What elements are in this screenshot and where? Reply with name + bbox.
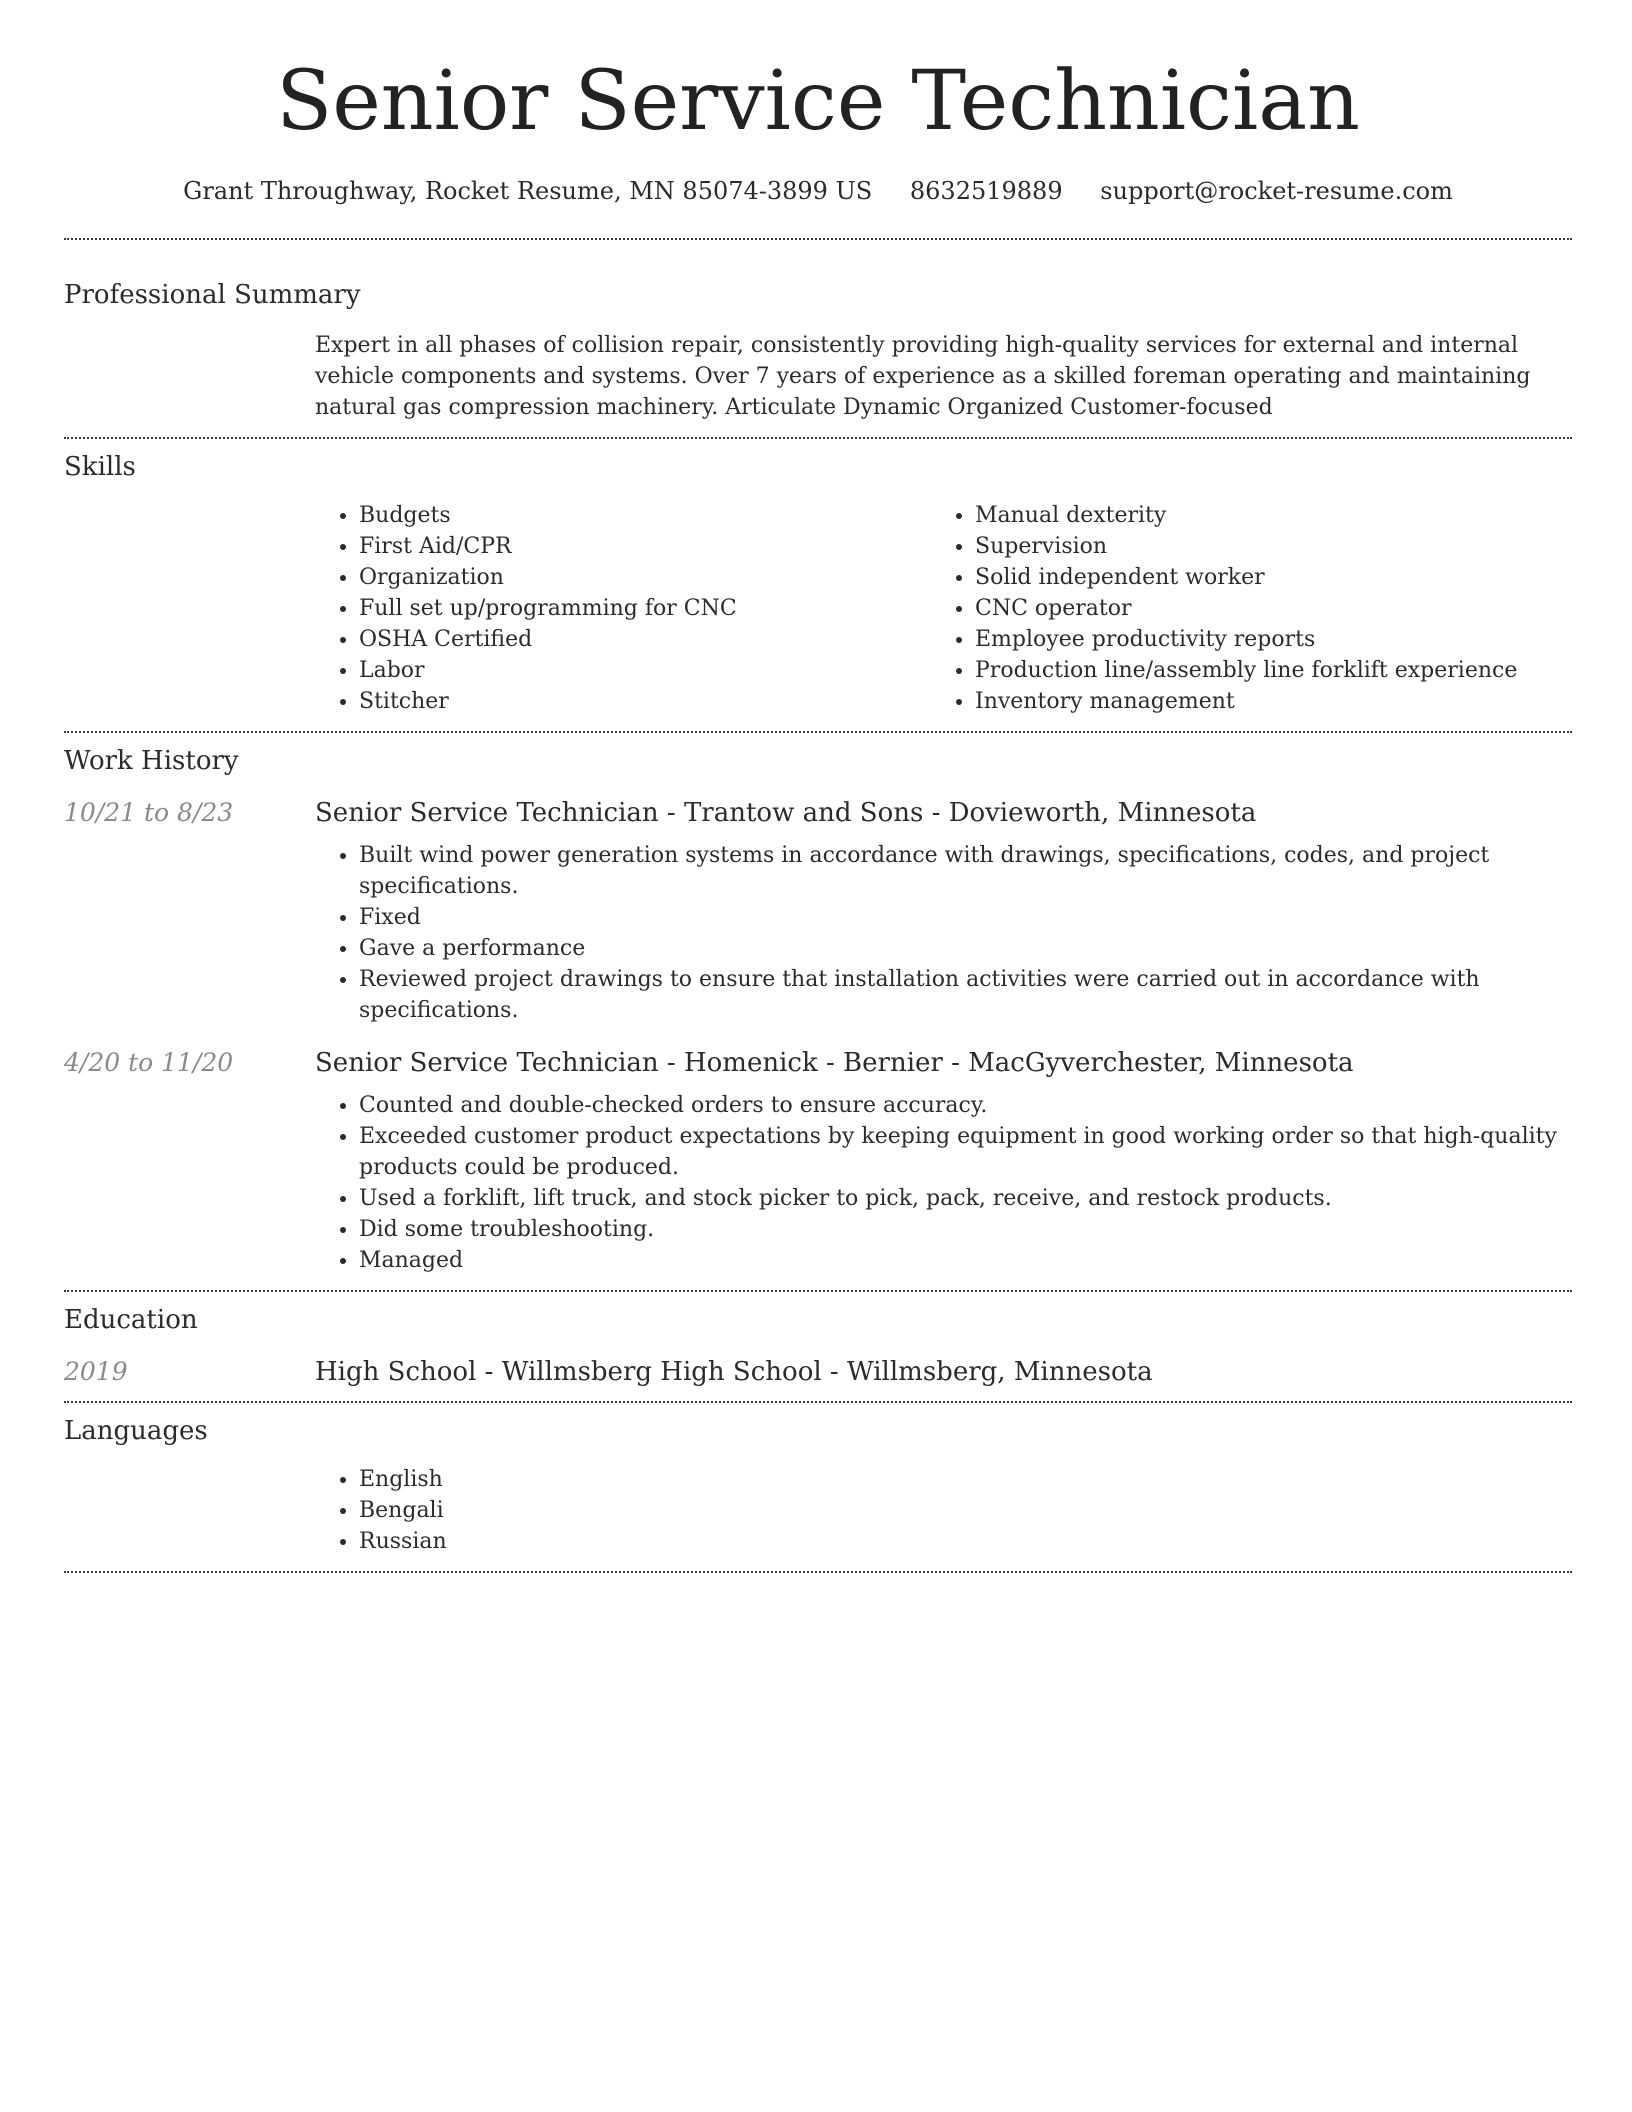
- skill-item: • Budgets: [359, 500, 931, 531]
- languages-wrap: [315, 1464, 1572, 1557]
- language-item: • Russian: [359, 1526, 1572, 1557]
- skills-list-right: [931, 500, 1571, 717]
- job-header: [64, 1048, 1572, 1078]
- job-bullet: • Exceeded customer product expectations by keeping equipment in good working order so that high-quality products could be produced.: [359, 1121, 1572, 1183]
- divider: [64, 238, 1572, 240]
- contact-phone: 8632519889: [909, 177, 1063, 205]
- job-title: Senior Service Technician - Homenick - Bernier - MacGyverchester, Minnesota: [315, 1048, 1354, 1078]
- skill-item: • Employee productivity reports: [975, 624, 1571, 655]
- divider: [64, 1290, 1572, 1292]
- education-entry: [64, 1357, 1572, 1387]
- languages-list: [315, 1464, 1572, 1557]
- skill-item: • CNC operator: [975, 593, 1571, 624]
- job-bullet: • Reviewed project drawings to ensure that installation activities were carried out in accordance with specifications.: [359, 964, 1572, 1026]
- section-title-languages: Languages: [64, 1416, 208, 1446]
- job-title: Senior Service Technician - Trantow and Sons - Dovieworth, Minnesota: [315, 798, 1257, 828]
- section-title-work-history: Work History: [64, 746, 239, 776]
- education-title: High School - Willmsberg High School - Willmsberg, Minnesota: [315, 1357, 1153, 1387]
- job-bullet: • Fixed: [359, 902, 1572, 933]
- divider: [64, 1401, 1572, 1403]
- job-dates: 4/20 to 11/20: [64, 1048, 234, 1077]
- skill-item: • Full set up/programming for CNC: [359, 593, 931, 624]
- skill-item: • Inventory management: [975, 686, 1571, 717]
- job-bullet: • Managed: [359, 1245, 1572, 1276]
- job-bullet: • Did some troubleshooting.: [359, 1214, 1572, 1245]
- skills-list-left: [315, 500, 931, 717]
- job-bullets: [315, 1090, 1572, 1276]
- skill-item: • Manual dexterity: [975, 500, 1571, 531]
- skill-item: • OSHA Certified: [359, 624, 931, 655]
- job-bullet: • Gave a performance: [359, 933, 1572, 964]
- job-bullets: [315, 840, 1572, 1026]
- divider: [64, 1571, 1572, 1573]
- education-section: [64, 1305, 1572, 1387]
- education-year: 2019: [64, 1357, 128, 1386]
- candidate-name: Senior Service Technician: [276, 54, 1360, 149]
- job-bullet: • Counted and double-checked orders to ensure accuracy.: [359, 1090, 1572, 1121]
- section-title-summary: Professional Summary: [64, 280, 361, 310]
- section-title-education: Education: [64, 1305, 198, 1335]
- job-entry: [64, 1048, 1572, 1276]
- job-bullet: • Used a forklift, lift truck, and stock picker to pick, pack, receive, and restock products.: [359, 1183, 1572, 1214]
- divider: [64, 731, 1572, 733]
- resume-page: [64, 0, 1572, 1573]
- skill-item: • Solid independent worker: [975, 562, 1571, 593]
- languages-section: [64, 1416, 1572, 1557]
- skill-item: • First Aid/CPR: [359, 531, 931, 562]
- job-header: [64, 798, 1572, 828]
- job-dates: 10/21 to 8/23: [64, 798, 234, 827]
- work-history-section: [64, 746, 1572, 1276]
- job-bullets-wrap: [315, 1090, 1572, 1276]
- job-entry: [64, 798, 1572, 1026]
- skills-section: [64, 452, 1572, 717]
- contact-email: support@rocket-resume.com: [1100, 177, 1453, 205]
- skill-item: • Organization: [359, 562, 931, 593]
- job-bullet: • Built wind power generation systems in accordance with drawings, specifications, codes, and project specifications.: [359, 840, 1572, 902]
- job-bullets-wrap: [315, 840, 1572, 1026]
- divider: [64, 437, 1572, 439]
- language-item: • Bengali: [359, 1495, 1572, 1526]
- contact-address: Grant Throughway, Rocket Resume, MN 85074-3899 US: [183, 177, 873, 205]
- skill-item: • Labor: [359, 655, 931, 686]
- summary-section: [64, 280, 1572, 423]
- summary-text: Expert in all phases of collision repair, consistently providing high-quality services for external and internal vehicle components and systems. Over 7 years of experience as a skilled foreman operating and maintaining natural gas compression machinery. Articulate Dynamic Organized Customer-focused: [315, 333, 1531, 420]
- skills-grid: [315, 500, 1572, 717]
- skill-item: • Supervision: [975, 531, 1571, 562]
- skill-item: • Stitcher: [359, 686, 931, 717]
- section-title-skills: Skills: [64, 452, 136, 482]
- skill-item: • Production line/assembly line forklift experience: [975, 655, 1571, 686]
- language-item: • English: [359, 1464, 1572, 1495]
- contact-line: [64, 176, 1572, 206]
